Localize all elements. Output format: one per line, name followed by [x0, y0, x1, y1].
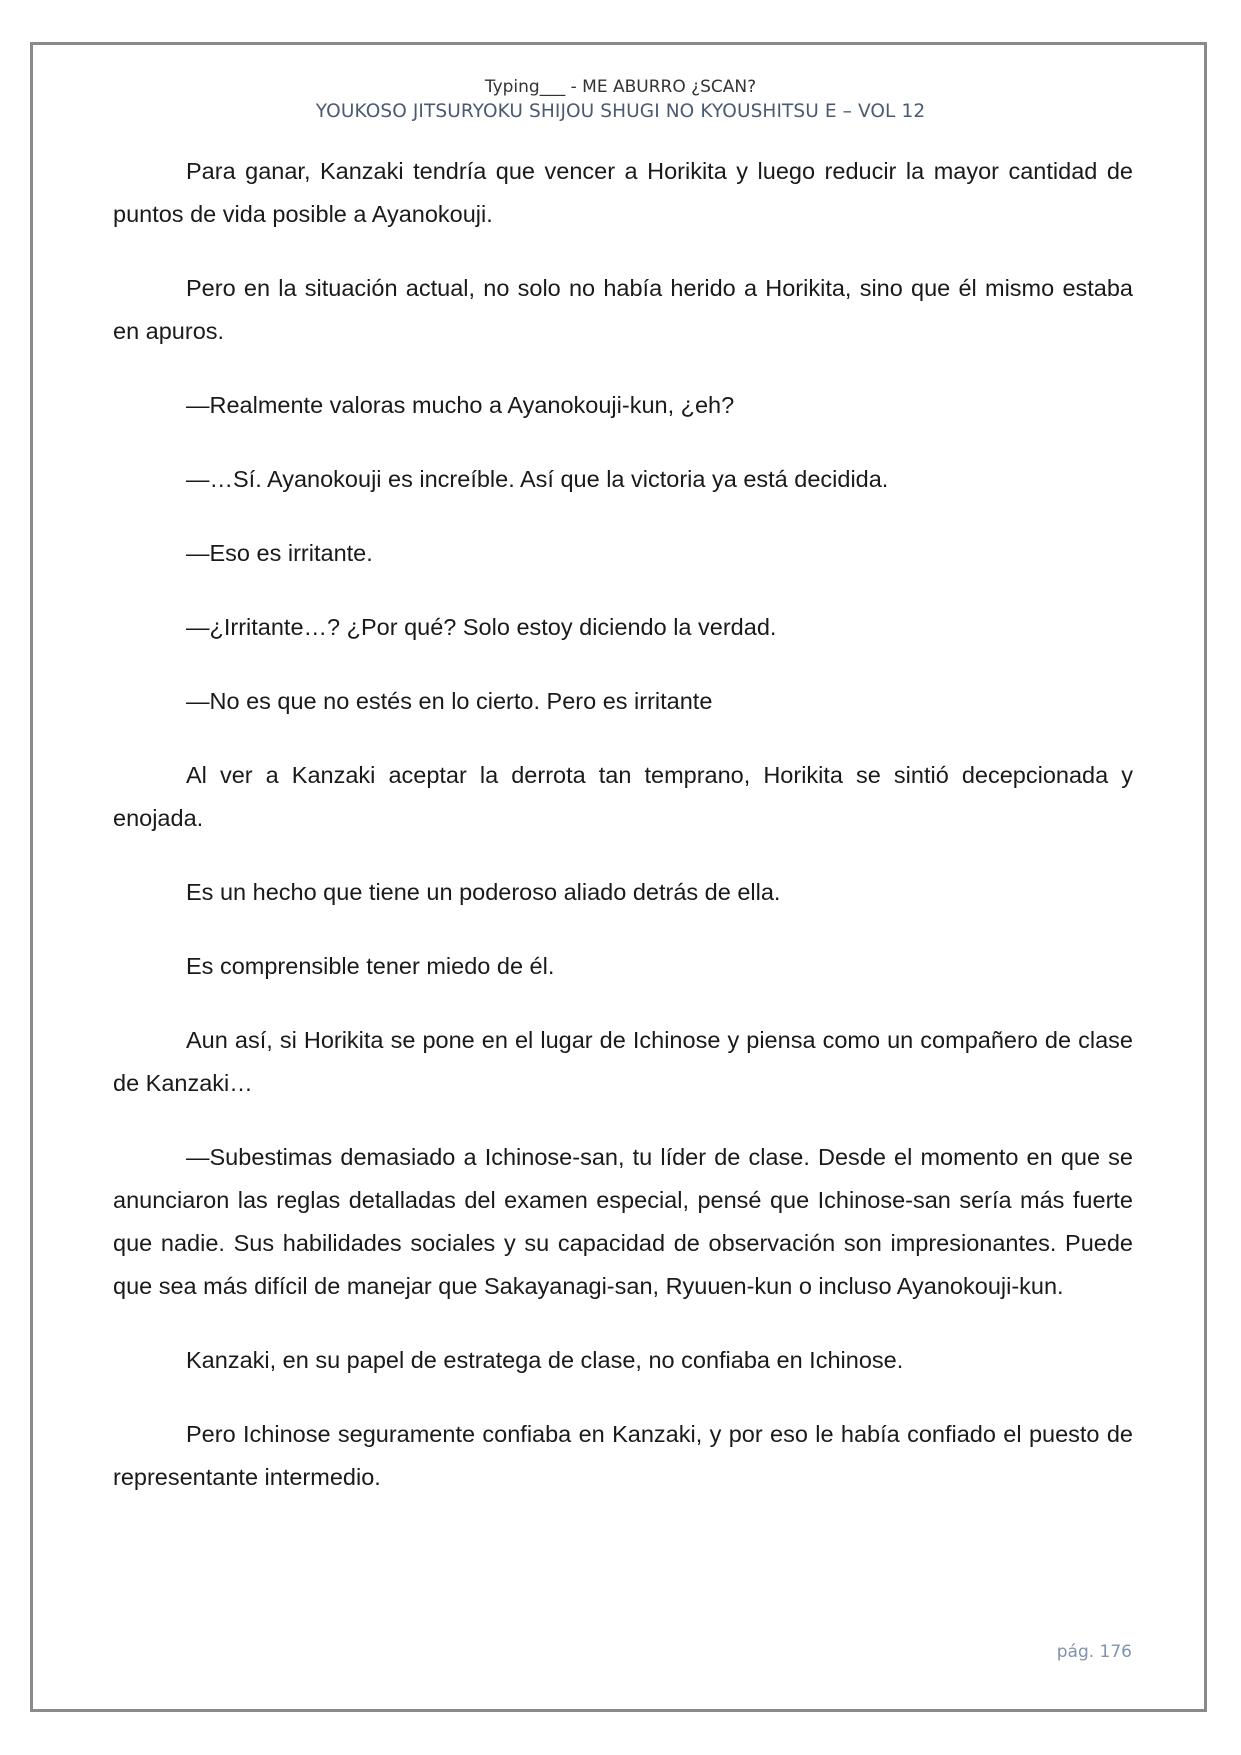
paragraph-14: Pero Ichinose seguramente confiaba en Kanzaki, y por eso le había confiado el puesto de representante intermedio.: [113, 1421, 1133, 1490]
paragraph-13: Kanzaki, en su papel de estratega de clase, no confiaba en Ichinose.: [186, 1347, 904, 1373]
paragraph-9: Es un hecho que tiene un poderoso aliado detrás de ella.: [186, 879, 781, 905]
paragraph-11: Aun así, si Horikita se pone en el lugar de Ichinose y piensa como un compañero de clase de Kanzaki…: [113, 1027, 1133, 1096]
page-header: [0, 75, 1241, 125]
header-book-title: YOUKOSO JITSURYOKU SHIJOU SHUGI NO KYOUSHITSU E – VOL 12: [315, 101, 926, 122]
body-text: [113, 150, 1133, 1530]
paragraph-1: Para ganar, Kanzaki tendría que vencer a Horikita y luego reducir la mayor cantidad de puntos de vida posible a Ayanokouji.: [113, 158, 1133, 227]
paragraph-5: —Eso es irritante.: [186, 540, 373, 566]
paragraph-2: Pero en la situación actual, no solo no había herido a Horikita, sino que él mismo estaba en apuros.: [113, 275, 1133, 344]
paragraph-6: —¿Irritante…? ¿Por qué? Solo estoy diciendo la verdad.: [186, 614, 777, 640]
paragraph-10: Es comprensible tener miedo de él.: [186, 953, 555, 979]
paragraph-8: Al ver a Kanzaki aceptar la derrota tan temprano, Horikita se sintió decepcionada y enojada.: [113, 762, 1133, 831]
paragraph-12: —Subestimas demasiado a Ichinose-san, tu líder de clase. Desde el momento en que se anunciaron las reglas detalladas del examen especial, pensé que Ichinose-san sería más fuerte que nadie. Sus habilidades sociales y su capacidad de observación son impresionantes. Puede que sea más difícil de manejar que Sakayanagi-san, Ryuuen-kun o incluso Ayanokouji-kun.: [113, 1144, 1133, 1299]
paragraph-3: —Realmente valoras mucho a Ayanokouji-kun, ¿eh?: [186, 392, 735, 418]
paragraph-4: —…Sí. Ayanokouji es increíble. Así que la victoria ya está decidida.: [186, 466, 889, 492]
header-typing-credit: Typing___ - ME ABURRO ¿SCAN?: [484, 77, 757, 97]
page-number: pág. 176: [1056, 1642, 1132, 1662]
paragraph-7: —No es que no estés en lo cierto. Pero es irritante: [186, 688, 713, 714]
